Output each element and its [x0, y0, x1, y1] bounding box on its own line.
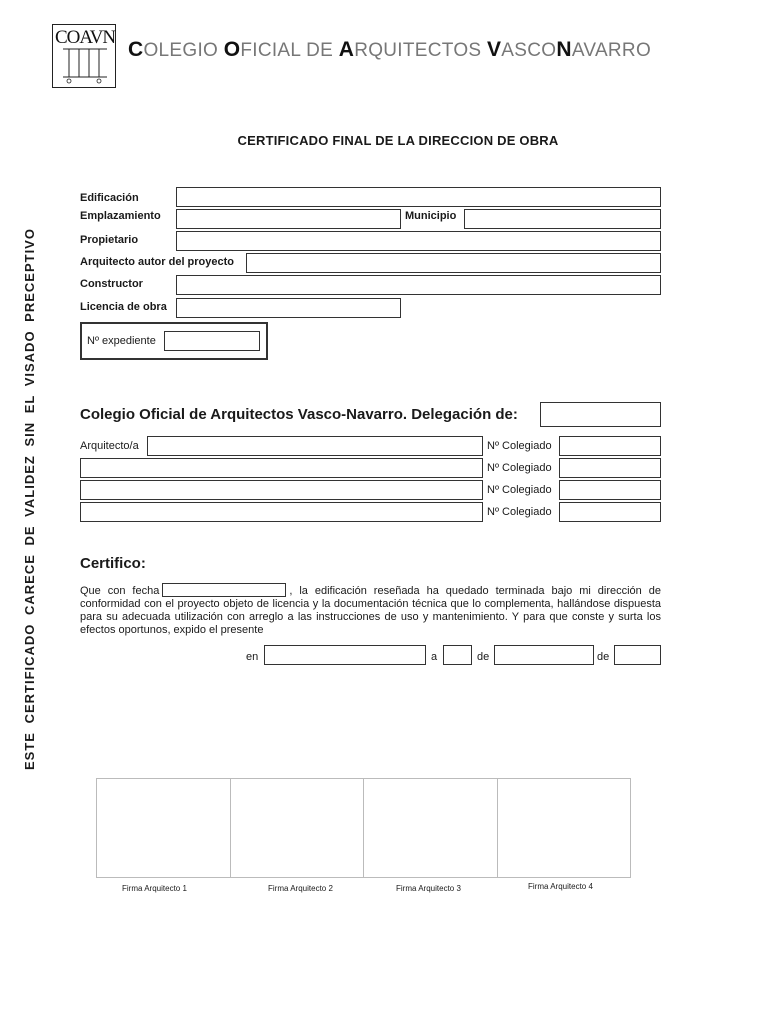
- colegiado-label-4: Nº Colegiado: [487, 506, 552, 518]
- delegacion-field[interactable]: [540, 402, 661, 427]
- arquitecto-name-field-1[interactable]: [147, 436, 483, 456]
- arquitecto-name-field-3[interactable]: [80, 480, 483, 500]
- certifico-heading: Certifico:: [80, 555, 146, 572]
- expediente-field[interactable]: [164, 331, 260, 351]
- logo-text: COAVN: [55, 27, 116, 48]
- colegiado-field-3[interactable]: [559, 480, 661, 500]
- propietario-field[interactable]: [176, 231, 661, 251]
- de-label: de: [477, 651, 490, 663]
- mes-field[interactable]: [494, 645, 594, 665]
- coavn-logo: [52, 24, 116, 88]
- organization-title: COLEGIO OFICIAL DE ARQUITECTOS VASCONAVARRO: [128, 38, 652, 61]
- logo-columns-icon: [59, 47, 111, 85]
- licencia-field[interactable]: [176, 298, 401, 318]
- de2-label: de: [597, 651, 610, 663]
- constructor-label: Constructor: [80, 278, 143, 290]
- signature-grid: [96, 778, 631, 878]
- a-label: a: [431, 651, 438, 663]
- constructor-field[interactable]: [176, 275, 661, 295]
- en-label: en: [246, 651, 259, 663]
- arquitecto-autor-field[interactable]: [246, 253, 661, 273]
- arquitecto-autor-label: Arquitecto autor del proyecto: [80, 256, 235, 268]
- municipio-label: Municipio: [405, 210, 457, 222]
- colegiado-label-1: Nº Colegiado: [487, 440, 552, 452]
- edificacion-label: Edificación: [80, 192, 139, 204]
- signature-box-4[interactable]: [498, 779, 631, 877]
- emplazamiento-label: Emplazamiento: [80, 210, 161, 222]
- firma-label-2: Firma Arquitecto 2: [268, 884, 333, 893]
- signature-box-2[interactable]: [231, 779, 365, 877]
- signature-box-1[interactable]: [97, 779, 231, 877]
- lugar-field[interactable]: [264, 645, 426, 665]
- dia-field[interactable]: [443, 645, 472, 665]
- arquitecto-name-field-4[interactable]: [80, 502, 483, 522]
- licencia-label: Licencia de obra: [80, 301, 167, 313]
- firma-label-1: Firma Arquitecto 1: [122, 884, 187, 893]
- expediente-label: Nº expediente: [87, 335, 156, 347]
- document-title: CERTIFICADO FINAL DE LA DIRECCION DE OBRA: [237, 133, 559, 148]
- firma-label-3: Firma Arquitecto 3: [396, 884, 461, 893]
- fecha-field[interactable]: [162, 583, 286, 597]
- arquitecto-label: Arquitecto/a: [80, 440, 139, 452]
- colegiado-field-1[interactable]: [559, 436, 661, 456]
- colegiado-field-4[interactable]: [559, 502, 661, 522]
- edificacion-field[interactable]: [176, 187, 661, 207]
- emplazamiento-field[interactable]: [176, 209, 401, 229]
- signature-box-3[interactable]: [364, 779, 498, 877]
- municipio-field[interactable]: [464, 209, 661, 229]
- colegiado-label-3: Nº Colegiado: [487, 484, 552, 496]
- certifico-paragraph: Que con fecha , la edificación reseñada ha quedado terminada bajo mi dirección de conformidad con el proyecto objeto de licencia y la documentación técnica que lo complementa, hallándose dispuesta para su adecuada utilización con arreglo a las instrucciones de uso y mantenimiento. Y para que conste y surta los efectos oportunos, expido el presente: [80, 585, 661, 636]
- vertical-validity-notice: ESTE CERTIFICADO CARECE DE VALIDEZ SIN EL VISADO PRECEPTIVO: [22, 228, 37, 770]
- arquitecto-name-field-2[interactable]: [80, 458, 483, 478]
- colegio-heading: Colegio Oficial de Arquitectos Vasco-Navarro. Delegación de:: [80, 406, 518, 423]
- anio-field[interactable]: [614, 645, 661, 665]
- firma-label-4: Firma Arquitecto 4: [528, 882, 593, 891]
- colegiado-field-2[interactable]: [559, 458, 661, 478]
- propietario-label: Propietario: [80, 234, 139, 246]
- colegiado-label-2: Nº Colegiado: [487, 462, 552, 474]
